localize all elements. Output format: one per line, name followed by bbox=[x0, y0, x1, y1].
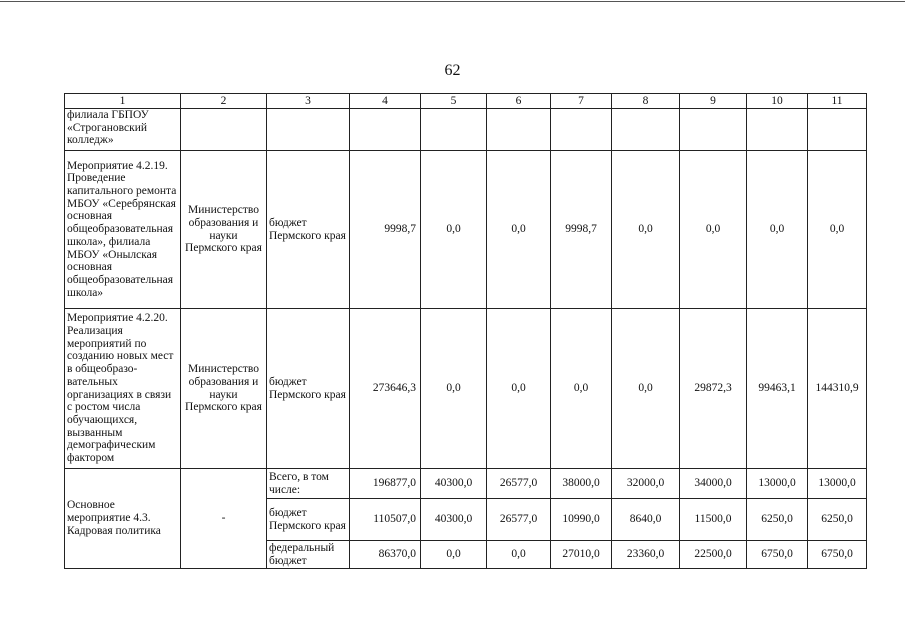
executor-cell bbox=[181, 109, 267, 151]
source-cell: бюджет Пермского края bbox=[267, 151, 350, 309]
table-row bbox=[65, 151, 867, 309]
value-cell: 9998,7 bbox=[551, 151, 612, 309]
value-cell bbox=[551, 109, 612, 151]
table-row bbox=[65, 109, 867, 151]
executor-cell: Министерство образования и науки Пермского края bbox=[181, 151, 267, 309]
column-header: 1 bbox=[65, 94, 181, 109]
column-header: 6 bbox=[487, 94, 551, 109]
value-cell: 6750,0 bbox=[808, 541, 867, 569]
value-cell: 0,0 bbox=[421, 541, 487, 569]
value-cell: 6750,0 bbox=[747, 541, 808, 569]
budget-table bbox=[64, 93, 867, 569]
column-header: 10 bbox=[747, 94, 808, 109]
column-header: 8 bbox=[612, 94, 680, 109]
value-cell bbox=[487, 109, 551, 151]
source-cell: бюджет Пермского края bbox=[267, 309, 350, 469]
page-top-rule bbox=[0, 1, 905, 2]
value-cell bbox=[421, 109, 487, 151]
value-cell: 0,0 bbox=[421, 151, 487, 309]
column-header: 5 bbox=[421, 94, 487, 109]
value-cell: 0,0 bbox=[612, 309, 680, 469]
value-cell: 23360,0 bbox=[612, 541, 680, 569]
value-cell bbox=[350, 109, 421, 151]
value-cell: 0,0 bbox=[487, 151, 551, 309]
source-cell: Всего, в том числе: bbox=[267, 469, 350, 499]
value-cell: 27010,0 bbox=[551, 541, 612, 569]
value-cell bbox=[808, 109, 867, 151]
value-cell: 6250,0 bbox=[808, 499, 867, 541]
page-number: 62 bbox=[444, 62, 461, 79]
value-cell bbox=[612, 109, 680, 151]
value-cell: 26577,0 bbox=[487, 469, 551, 499]
value-cell: 273646,3 bbox=[350, 309, 421, 469]
value-cell: 0,0 bbox=[680, 151, 747, 309]
value-cell: 0,0 bbox=[487, 309, 551, 469]
value-cell: 9998,7 bbox=[350, 151, 421, 309]
value-cell: 8640,0 bbox=[612, 499, 680, 541]
value-cell: 144310,9 bbox=[808, 309, 867, 469]
table-row bbox=[65, 469, 867, 499]
value-cell: 0,0 bbox=[747, 151, 808, 309]
value-cell: 22500,0 bbox=[680, 541, 747, 569]
value-cell: 6250,0 bbox=[747, 499, 808, 541]
value-cell: 13000,0 bbox=[747, 469, 808, 499]
value-cell: 0,0 bbox=[808, 151, 867, 309]
value-cell: 32000,0 bbox=[612, 469, 680, 499]
value-cell: 29872,3 bbox=[680, 309, 747, 469]
value-cell: 110507,0 bbox=[350, 499, 421, 541]
table-row bbox=[65, 309, 867, 469]
value-cell: 0,0 bbox=[551, 309, 612, 469]
column-header: 2 bbox=[181, 94, 267, 109]
value-cell: 26577,0 bbox=[487, 499, 551, 541]
source-cell: федеральный бюджет bbox=[267, 541, 350, 569]
value-cell: 40300,0 bbox=[421, 469, 487, 499]
value-cell: 38000,0 bbox=[551, 469, 612, 499]
value-cell bbox=[680, 109, 747, 151]
value-cell: 11500,0 bbox=[680, 499, 747, 541]
value-cell: 10990,0 bbox=[551, 499, 612, 541]
value-cell bbox=[747, 109, 808, 151]
column-header: 4 bbox=[350, 94, 421, 109]
value-cell: 13000,0 bbox=[808, 469, 867, 499]
source-cell: бюджет Пермского края bbox=[267, 499, 350, 541]
activity-name-cell: Основное мероприятие 4.3. Кадровая политика bbox=[65, 469, 181, 569]
activity-name-cell: Мероприятие 4.2.20. Реализация мероприятий по созданию новых мест в общеобразо-вательных организациях в связи с ростом числа обучающихся, вызванным демографическим фактором bbox=[65, 309, 181, 469]
value-cell: 0,0 bbox=[612, 151, 680, 309]
value-cell: 34000,0 bbox=[680, 469, 747, 499]
value-cell: 0,0 bbox=[421, 309, 487, 469]
column-header: 3 bbox=[267, 94, 350, 109]
column-header: 7 bbox=[551, 94, 612, 109]
value-cell: 86370,0 bbox=[350, 541, 421, 569]
column-header: 9 bbox=[680, 94, 747, 109]
value-cell: 196877,0 bbox=[350, 469, 421, 499]
executor-cell: - bbox=[181, 469, 267, 569]
source-cell bbox=[267, 109, 350, 151]
value-cell: 40300,0 bbox=[421, 499, 487, 541]
activity-name-cell: Мероприятие 4.2.19. Проведение капитального ремонта МБОУ «Серебрянская основная общеобразовательная школа», филиала МБОУ «Онылская основная общеобразовательная школа» bbox=[65, 151, 181, 309]
activity-name-cell: филиала ГБПОУ «Строгановский колледж» bbox=[65, 109, 181, 151]
value-cell: 99463,1 bbox=[747, 309, 808, 469]
table-header-row bbox=[65, 94, 867, 109]
value-cell: 0,0 bbox=[487, 541, 551, 569]
executor-cell: Министерство образования и науки Пермского края bbox=[181, 309, 267, 469]
column-header: 11 bbox=[808, 94, 867, 109]
